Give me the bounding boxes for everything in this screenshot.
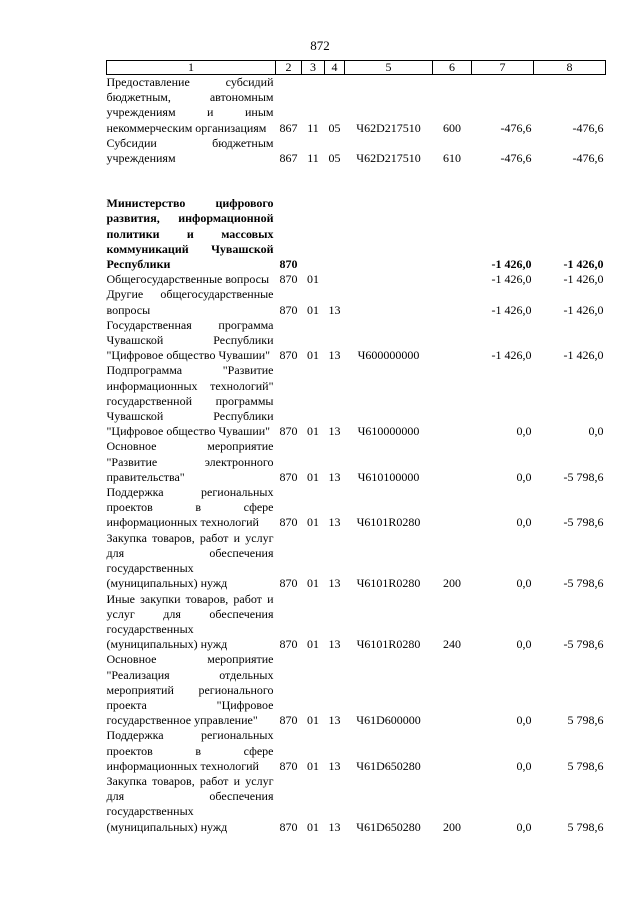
table-row xyxy=(107,728,606,774)
row-target-article: Ч6101R0280 xyxy=(356,637,421,652)
row-subsection xyxy=(325,272,345,287)
row-amount-1: -1 426,0 xyxy=(491,272,532,287)
row-chapter: 870 xyxy=(279,469,298,484)
header-cell-6: 6 xyxy=(433,61,472,75)
row-expense-type xyxy=(433,272,472,287)
row-amount-1: -1 426,0 xyxy=(491,348,532,363)
row-amount-2: -1 426,0 xyxy=(563,348,604,363)
row-subsection: 13 xyxy=(328,819,341,834)
row-name: Закупка товаров, работ и услуг для обеспечения государственных (муниципальных) нужд xyxy=(106,773,274,834)
table-row xyxy=(107,272,606,287)
row-section: 11 xyxy=(307,151,319,166)
row-expense-type xyxy=(433,318,472,364)
row-section: 01 xyxy=(307,637,319,652)
row-section: 01 xyxy=(307,576,319,591)
row-name: Государственная программа Чувашской Республики "Цифровое общество Чувашии" xyxy=(106,317,274,363)
spacer-cell xyxy=(107,166,606,196)
row-subsection: 13 xyxy=(328,348,341,363)
row-target-article: Ч6101R0280 xyxy=(356,515,421,530)
row-amount-1: 0,0 xyxy=(516,819,532,834)
row-chapter: 870 xyxy=(279,713,298,728)
row-name: Иные закупки товаров, работ и услуг для обеспечения государственных (муниципальных) нужд xyxy=(106,591,274,652)
header-cell-5: 5 xyxy=(345,61,433,75)
row-target-article: Ч610000000 xyxy=(357,424,420,439)
row-expense-type xyxy=(433,728,472,774)
row-amount-2: -1 426,0 xyxy=(563,272,604,287)
row-target-article: Ч62D217510 xyxy=(356,120,421,135)
row-amount-2: 0,0 xyxy=(588,424,604,439)
row-expense-type: 240 xyxy=(443,637,461,652)
header-cell-1: 1 xyxy=(107,61,276,75)
row-section: 01 xyxy=(307,469,319,484)
row-expense-type xyxy=(433,287,472,317)
row-amount-2: 5 798,6 xyxy=(567,758,604,773)
header-cell-2: 2 xyxy=(276,61,302,75)
row-section: 01 xyxy=(307,515,319,530)
row-name: Закупка товаров, работ и услуг для обеспечения государственных (муниципальных) нужд xyxy=(106,530,274,591)
row-target-article: Ч61D650280 xyxy=(356,819,421,834)
row-amount-1: -1 426,0 xyxy=(491,257,532,272)
row-amount-2: 5 798,6 xyxy=(567,713,604,728)
row-subsection: 05 xyxy=(328,151,341,166)
table-row xyxy=(107,196,606,272)
row-target-article: Ч61D650280 xyxy=(356,758,421,773)
row-chapter: 870 xyxy=(279,576,298,591)
row-name: Основное мероприятие "Развитие электронного правительства" xyxy=(106,439,274,484)
row-name: Субсидии бюджетным учреждениям xyxy=(106,135,274,166)
row-section: 11 xyxy=(307,120,319,135)
table-row xyxy=(107,774,606,835)
row-name: Общегосударственные вопросы xyxy=(106,272,270,287)
row-chapter: 870 xyxy=(279,637,298,652)
table-row xyxy=(107,652,606,728)
row-amount-2: -1 426,0 xyxy=(563,257,604,272)
row-amount-1: 0,0 xyxy=(516,637,532,652)
row-amount-1: -476,6 xyxy=(500,151,532,166)
table-row xyxy=(107,318,606,364)
row-expense-type: 200 xyxy=(443,576,461,591)
table-row xyxy=(107,363,606,439)
row-section: 01 xyxy=(307,348,319,363)
row-target-article: Ч61D600000 xyxy=(356,713,421,728)
row-amount-2: -5 798,6 xyxy=(563,637,604,652)
row-subsection: 13 xyxy=(328,515,341,530)
row-subsection: 13 xyxy=(328,713,341,728)
row-target-article xyxy=(345,272,433,287)
row-subsection: 05 xyxy=(328,120,341,135)
row-target-article xyxy=(345,287,433,317)
row-amount-1: -476,6 xyxy=(500,120,532,135)
table-row xyxy=(107,136,606,166)
budget-table xyxy=(106,60,606,835)
table-header xyxy=(107,61,606,75)
row-amount-2: -5 798,6 xyxy=(563,576,604,591)
row-name: Другие общегосударственные вопросы xyxy=(106,287,274,317)
row-amount-2: -1 426,0 xyxy=(563,302,604,317)
header-cell-3: 3 xyxy=(302,61,325,75)
row-expense-type: 200 xyxy=(443,819,461,834)
row-amount-2: 5 798,6 xyxy=(567,819,604,834)
row-expense-type: 610 xyxy=(443,151,461,166)
row-chapter: 870 xyxy=(279,348,298,363)
row-name: Предоставление субсидий бюджетным, автономным учреждениям и иным некоммерческим организациям xyxy=(106,75,274,135)
row-amount-1: 0,0 xyxy=(516,469,532,484)
row-subsection: 13 xyxy=(328,758,341,773)
row-target-article: Ч610100000 xyxy=(357,469,420,484)
row-section: 01 xyxy=(307,424,319,439)
header-cell-4: 4 xyxy=(325,61,345,75)
row-target-article: Ч6101R0280 xyxy=(356,576,421,591)
row-subsection: 13 xyxy=(328,469,341,484)
row-amount-1: 0,0 xyxy=(516,424,532,439)
table-row xyxy=(107,531,606,592)
row-expense-type: 600 xyxy=(443,120,461,135)
row-amount-2: -476,6 xyxy=(572,120,604,135)
row-amount-2: -476,6 xyxy=(572,151,604,166)
header-cell-8: 8 xyxy=(534,61,606,75)
row-chapter: 870 xyxy=(279,272,298,287)
row-amount-1: 0,0 xyxy=(516,576,532,591)
row-expense-type xyxy=(433,439,472,485)
header-row xyxy=(107,61,606,75)
row-target-article xyxy=(345,196,433,272)
row-chapter: 870 xyxy=(279,819,298,834)
row-chapter: 870 xyxy=(279,758,298,773)
row-expense-type xyxy=(433,363,472,439)
table-row xyxy=(107,287,606,317)
row-section xyxy=(302,196,325,272)
row-chapter: 870 xyxy=(279,424,298,439)
spacer-row xyxy=(107,166,606,196)
row-subsection xyxy=(325,196,345,272)
row-name: Министерство цифрового развития, информационной политики и массовых коммуникаций Чувашской Республики xyxy=(106,196,274,272)
table-row xyxy=(107,485,606,531)
row-section: 01 xyxy=(307,302,319,317)
row-amount-2: -5 798,6 xyxy=(563,469,604,484)
row-name: Основное мероприятие "Реализация отдельных мероприятий регионального проекта "Цифровое государственное управление" xyxy=(106,652,274,728)
row-amount-2: -5 798,6 xyxy=(563,515,604,530)
row-chapter: 867 xyxy=(279,151,298,166)
row-subsection: 13 xyxy=(328,424,341,439)
row-subsection: 13 xyxy=(328,302,341,317)
header-cell-7: 7 xyxy=(472,61,534,75)
row-section: 01 xyxy=(307,819,319,834)
row-target-article: Ч62D217510 xyxy=(356,151,421,166)
row-name: Поддержка региональных проектов в сфере информационных технологий xyxy=(106,728,274,773)
table-row xyxy=(107,439,606,485)
page-number: 872 xyxy=(310,38,330,53)
row-section: 01 xyxy=(307,758,319,773)
row-target-article: Ч600000000 xyxy=(357,348,420,363)
table-body xyxy=(107,75,606,835)
row-amount-1: -1 426,0 xyxy=(491,302,532,317)
row-subsection: 13 xyxy=(328,637,341,652)
row-amount-1: 0,0 xyxy=(516,515,532,530)
row-chapter: 870 xyxy=(279,302,298,317)
row-expense-type xyxy=(433,485,472,531)
row-chapter: 870 xyxy=(279,515,298,530)
row-name: Поддержка региональных проектов в сфере информационных технологий xyxy=(106,485,274,530)
table-row xyxy=(107,592,606,653)
row-chapter: 867 xyxy=(279,120,298,135)
row-section: 01 xyxy=(307,272,319,287)
row-amount-1: 0,0 xyxy=(516,713,532,728)
row-expense-type xyxy=(433,652,472,728)
row-amount-1: 0,0 xyxy=(516,758,532,773)
row-chapter: 870 xyxy=(279,257,298,272)
row-name: Подпрограмма "Развитие информационных технологий" государственной программы Чувашской Республики "Цифровое общество Чувашии" xyxy=(106,363,274,439)
row-section: 01 xyxy=(307,713,319,728)
row-expense-type xyxy=(433,196,472,272)
row-subsection: 13 xyxy=(328,576,341,591)
table-row xyxy=(107,75,606,136)
